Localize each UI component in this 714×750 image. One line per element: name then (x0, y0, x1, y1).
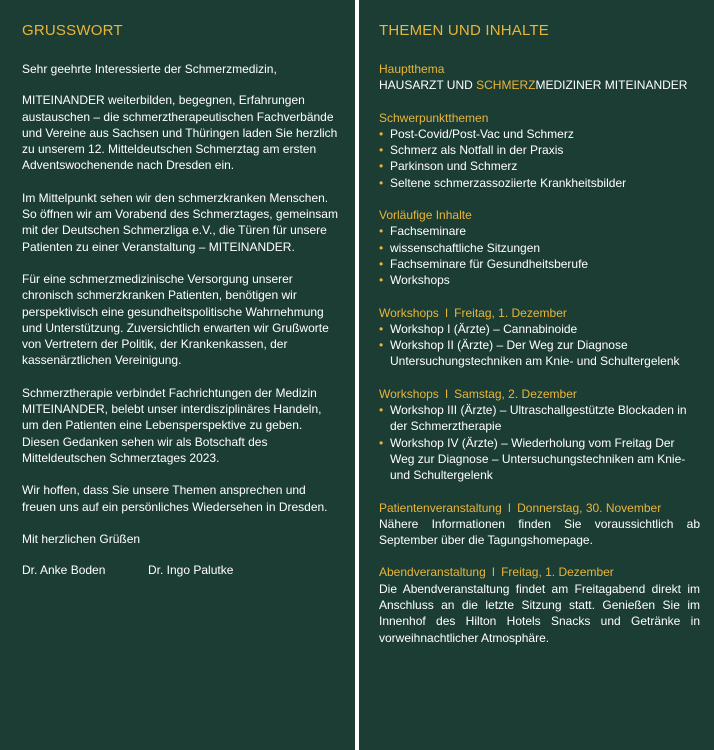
greeting-title: GRUSSWORT (22, 22, 123, 39)
workshops-saturday-heading (379, 386, 700, 402)
content-label: Vorläufige Inhalte (379, 208, 472, 223)
greeting-closing: Mit herzlichen Grüßen (22, 531, 141, 546)
main-topic-section (379, 61, 700, 94)
patient-event-date: Donnerstag, 30. November (517, 500, 662, 515)
main-topic-label: Hauptthema (379, 62, 445, 76)
list-item: • Workshop IV (Ärzte) – Wiederholung vom Freitag Der Weg zur Diagnose – Untersuchungstechniken am Knie- und Schultergelenk (379, 435, 700, 484)
focus-list (379, 126, 700, 191)
main-topic-part1: HAUSARZT UND (379, 78, 477, 93)
greeting-paragraph-2: Im Mittelpunkt sehen wir den schmerzkranken Menschen. So öffnen wir am Vorabend des Schmerztages, gemeinsam mit der Deutschen Schmerzliga e.V., die Türen für unsere Patienten zu einer Veranstaltung – MITEINANDER. (22, 190, 338, 254)
separator: I (444, 305, 449, 320)
list-item: • Fachseminare (379, 223, 700, 239)
content-list (379, 223, 700, 288)
evening-event-section (379, 564, 700, 645)
main-topic-highlight: SCHMERZ (476, 78, 536, 93)
greeting-panel (0, 0, 355, 750)
greeting-paragraph-5: Wir hoffen, dass Sie unsere Themen ansprechen und freuen uns auf ein persönliches Wiedersehen in Dresden. (22, 483, 328, 514)
greeting-paragraph-4: Schmerztherapie verbindet Fachrichtungen der Medizin MITEINANDER, belebt unser interdisziplinäres Handeln, um den Patienten eine Lebensperspektive zu geben. Diesen Gedanken sehen wir als Botschaft des Mitteldeutschen Schmerztages 2023. (22, 385, 322, 465)
topics-panel (359, 0, 714, 750)
signatory-1: Dr. Anke Boden (22, 563, 106, 578)
evening-event-text: Die Abendveranstaltung findet am Freitagabend direkt im Anschluss an die letzte Sitzung statt. Genießen Sie im Innenhof des Hilton Hotels Snacks und Getränke in vorweihnachtlicher Atmosphäre. (379, 581, 700, 645)
list-item: • Workshop III (Ärzte) – Ultraschallgestützte Blockaden in der Schmerztherapie (379, 402, 700, 435)
main-topic-text (379, 77, 700, 93)
workshops-friday-heading (379, 305, 700, 321)
topics-title: THEMEN UND INHALTE (379, 22, 549, 39)
workshops-saturday-date: Samstag, 2. Dezember (454, 386, 577, 401)
list-item: • Workshop I (Ärzte) – Cannabinoide (379, 321, 700, 337)
patient-event-heading (379, 500, 700, 516)
list-item: • wissenschaftliche Sitzungen (379, 240, 700, 256)
separator: I (444, 386, 449, 401)
patient-event-section (379, 500, 700, 549)
list-item: • Seltene schmerzassoziierte Krankheitsbilder (379, 175, 700, 191)
main-topic-part2: MEDIZINER MITEINANDER (535, 78, 688, 93)
workshops-friday-list (379, 321, 700, 370)
list-item: • Schmerz als Notfall in der Praxis (379, 142, 700, 158)
separator: I (507, 500, 512, 515)
evening-event-label: Abendveranstaltung (379, 565, 486, 580)
signatures (22, 563, 339, 577)
focus-section (379, 110, 700, 191)
list-item: • Fachseminare für Gesundheitsberufe (379, 256, 700, 272)
workshops-saturday-label: Workshops (379, 386, 439, 401)
greeting-paragraph-1: MITEINANDER weiterbilden, begegnen, Erfahrungen austauschen – die schmerztherapeutischen Fachverbände und Vereine aus Sachsen und Thüringen laden Sie herzlich zu unserem 12. Mitteldeutschen Schmerztag am ersten Adventswochenende nach Dresden ein. (22, 93, 338, 173)
workshops-saturday-section (379, 386, 700, 484)
list-item: • Workshops (379, 272, 700, 288)
workshops-saturday-list (379, 402, 700, 483)
evening-event-heading (379, 564, 700, 580)
greeting-salutation: Sehr geehrte Interessierte der Schmerzmedizin, (22, 62, 277, 76)
patient-event-text: Nähere Informationen finden Sie voraussichtlich ab September über die Tagungshomepage. (379, 516, 700, 548)
list-item: • Post-Covid/Post-Vac und Schmerz (379, 126, 700, 142)
focus-label: Schwerpunktthemen (379, 110, 489, 125)
workshops-friday-section (379, 305, 700, 370)
evening-event-date: Freitag, 1. Dezember (501, 565, 614, 580)
list-item: • Parkinson und Schmerz (379, 158, 700, 174)
signatory-2: Dr. Ingo Palutke (148, 563, 234, 578)
workshops-friday-date: Freitag, 1. Dezember (454, 305, 567, 320)
patient-event-label: Patientenveranstaltung (379, 500, 502, 515)
content-section (379, 207, 700, 288)
greeting-paragraph-3: Für eine schmerzmedizinische Versorgung unserer chronisch schmerzkranken Patienten, benötigen wir perspektivisch eine gesundheitspolitische Wahrnehmung und Unterstützung. Zuversichtlich erwarten wir Grußworte von Vertretern der Politik, der Krankenkassen, der kassenärztlichen Vereinigung. (22, 271, 329, 368)
workshops-friday-label: Workshops (379, 305, 439, 320)
list-item: • Workshop II (Ärzte) – Der Weg zur Diagnose Untersuchungstechniken am Knie- und Schultergelenk (379, 337, 700, 370)
separator: I (491, 565, 496, 580)
